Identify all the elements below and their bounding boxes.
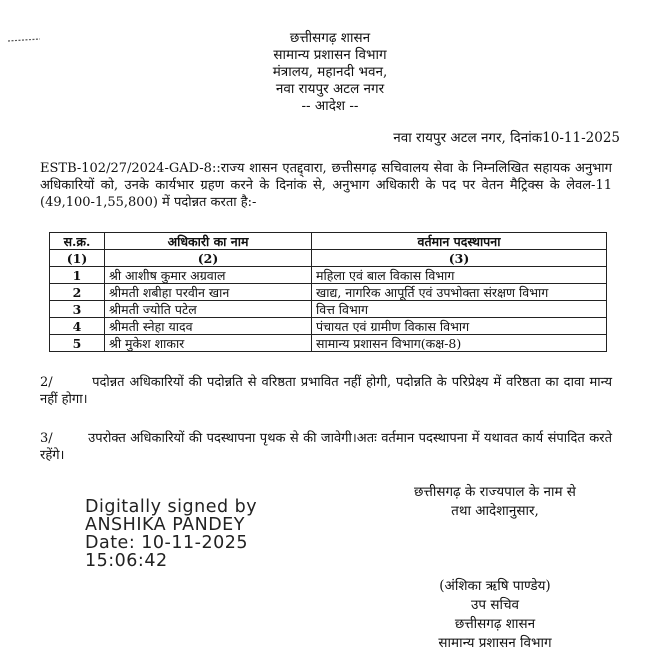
colnum-3: (3) — [312, 250, 607, 267]
row-sno: 3 — [50, 301, 105, 318]
table-row — [50, 335, 607, 352]
table-column-number-row — [50, 250, 607, 267]
paragraph-3-text: उपरोक्त अधिकारियों की पदस्थापना पृथक से की जावेगी।अतः वर्तमान पदस्थापना में यथावत कार्य संपादित करते रहेंगे। — [40, 431, 612, 463]
table-row — [50, 267, 607, 284]
row-sno: 4 — [50, 318, 105, 335]
colnum-1: (1) — [50, 250, 105, 267]
row-name: श्री आशीष कुमार अग्रवाल — [105, 267, 312, 284]
paragraph-2 — [40, 374, 612, 408]
digital-signature-signer: ANSHIKA PANDEY — [85, 515, 245, 535]
row-posting: सामान्य प्रशासन विभाग(कक्ष-8) — [312, 335, 607, 352]
document-header — [200, 30, 460, 115]
paragraph-2-number: 2/ — [40, 375, 53, 390]
header-government: छत्तीसगढ़ शासन — [289, 30, 371, 46]
header-order-label: -- आदेश -- — [301, 98, 359, 114]
order-text: ESTB-102/27/2024-GAD-8::राज्य शासन एतद्द्वारा, छत्तीसगढ़ सचिवालय सेवा के निम्नलिखित सहायक अनुभाग अधिकारियों को, उनके कार्यभार ग्रहण करने के दिनांक से, अनुभाग अधिकारी के पद पर वेतन मैट्रिक्स के लेवल-11 (49,100-1,55,800) में पदोन्नत करता है:- — [40, 161, 612, 210]
paragraph-2-text: पदोन्नत अधिकारियों की पदोन्नति से वरिष्ठता प्रभावित नहीं होगी, पदोन्नति के परिप्रेक्ष्य में वरिष्ठता का दावा मान्य नहीं होगा। — [40, 375, 612, 407]
promotion-table — [49, 232, 607, 352]
authority-line-2: तथा आदेशानुसार, — [451, 503, 539, 519]
header-department: सामान्य प्रशासन विभाग — [273, 47, 387, 63]
margin-mark-icon — [8, 38, 40, 42]
row-sno: 5 — [50, 335, 105, 352]
header-posting: वर्तमान पदस्थापना — [312, 233, 607, 250]
paragraph-3 — [40, 430, 612, 464]
row-posting: महिला एवं बाल विकास विभाग — [312, 267, 607, 284]
row-posting: वित्त विभाग — [312, 301, 607, 318]
authority-line-1: छत्तीसगढ़ के राज्यपाल के नाम से — [414, 484, 576, 500]
row-name: श्रीमती स्नेहा यादव — [105, 318, 312, 335]
signatory-department: सामान्य प्रशासन विभाग — [438, 635, 552, 651]
digital-signature-line-1: Digitally signed by — [85, 497, 258, 517]
row-name: श्रीमती ज्योति पटेल — [105, 301, 312, 318]
signatory-designation: उप सचिव — [470, 597, 520, 613]
authority-block — [380, 483, 610, 521]
digital-signature-time: 15:06:42 — [85, 551, 168, 571]
row-name: श्रीमती शबीहा परवीन खान — [105, 284, 312, 301]
header-sno: स.क्र. — [50, 233, 105, 250]
header-building: मंत्रालय, महानदी भवन, — [272, 64, 388, 80]
signatory-government: छत्तीसगढ़ शासन — [454, 616, 536, 632]
row-posting: पंचायत एवं ग्रामीण विकास विभाग — [312, 318, 607, 335]
colnum-2: (2) — [105, 250, 312, 267]
order-dateline: नवा रायपुर अटल नगर, दिनांक10-11-2025 — [393, 130, 620, 146]
row-name: श्री मुकेश शाकार — [105, 335, 312, 352]
digital-signature — [85, 498, 257, 570]
table-row — [50, 284, 607, 301]
table-header-row — [50, 233, 607, 250]
row-posting: खाद्य, नागरिक आपूर्ति एवं उपभोक्ता संरक्षण विभाग — [312, 284, 607, 301]
header-city: नवा रायपुर अटल नगर — [275, 81, 385, 97]
table-row — [50, 301, 607, 318]
header-name: अधिकारी का नाम — [105, 233, 312, 250]
signatory-block — [395, 577, 595, 653]
row-sno: 1 — [50, 267, 105, 284]
table-row — [50, 318, 607, 335]
paragraph-3-number: 3/ — [40, 431, 53, 446]
digital-signature-date: Date: 10-11-2025 — [85, 533, 248, 553]
signatory-name: (अंशिका ऋषि पाण्डेय) — [439, 578, 551, 594]
row-sno: 2 — [50, 284, 105, 301]
